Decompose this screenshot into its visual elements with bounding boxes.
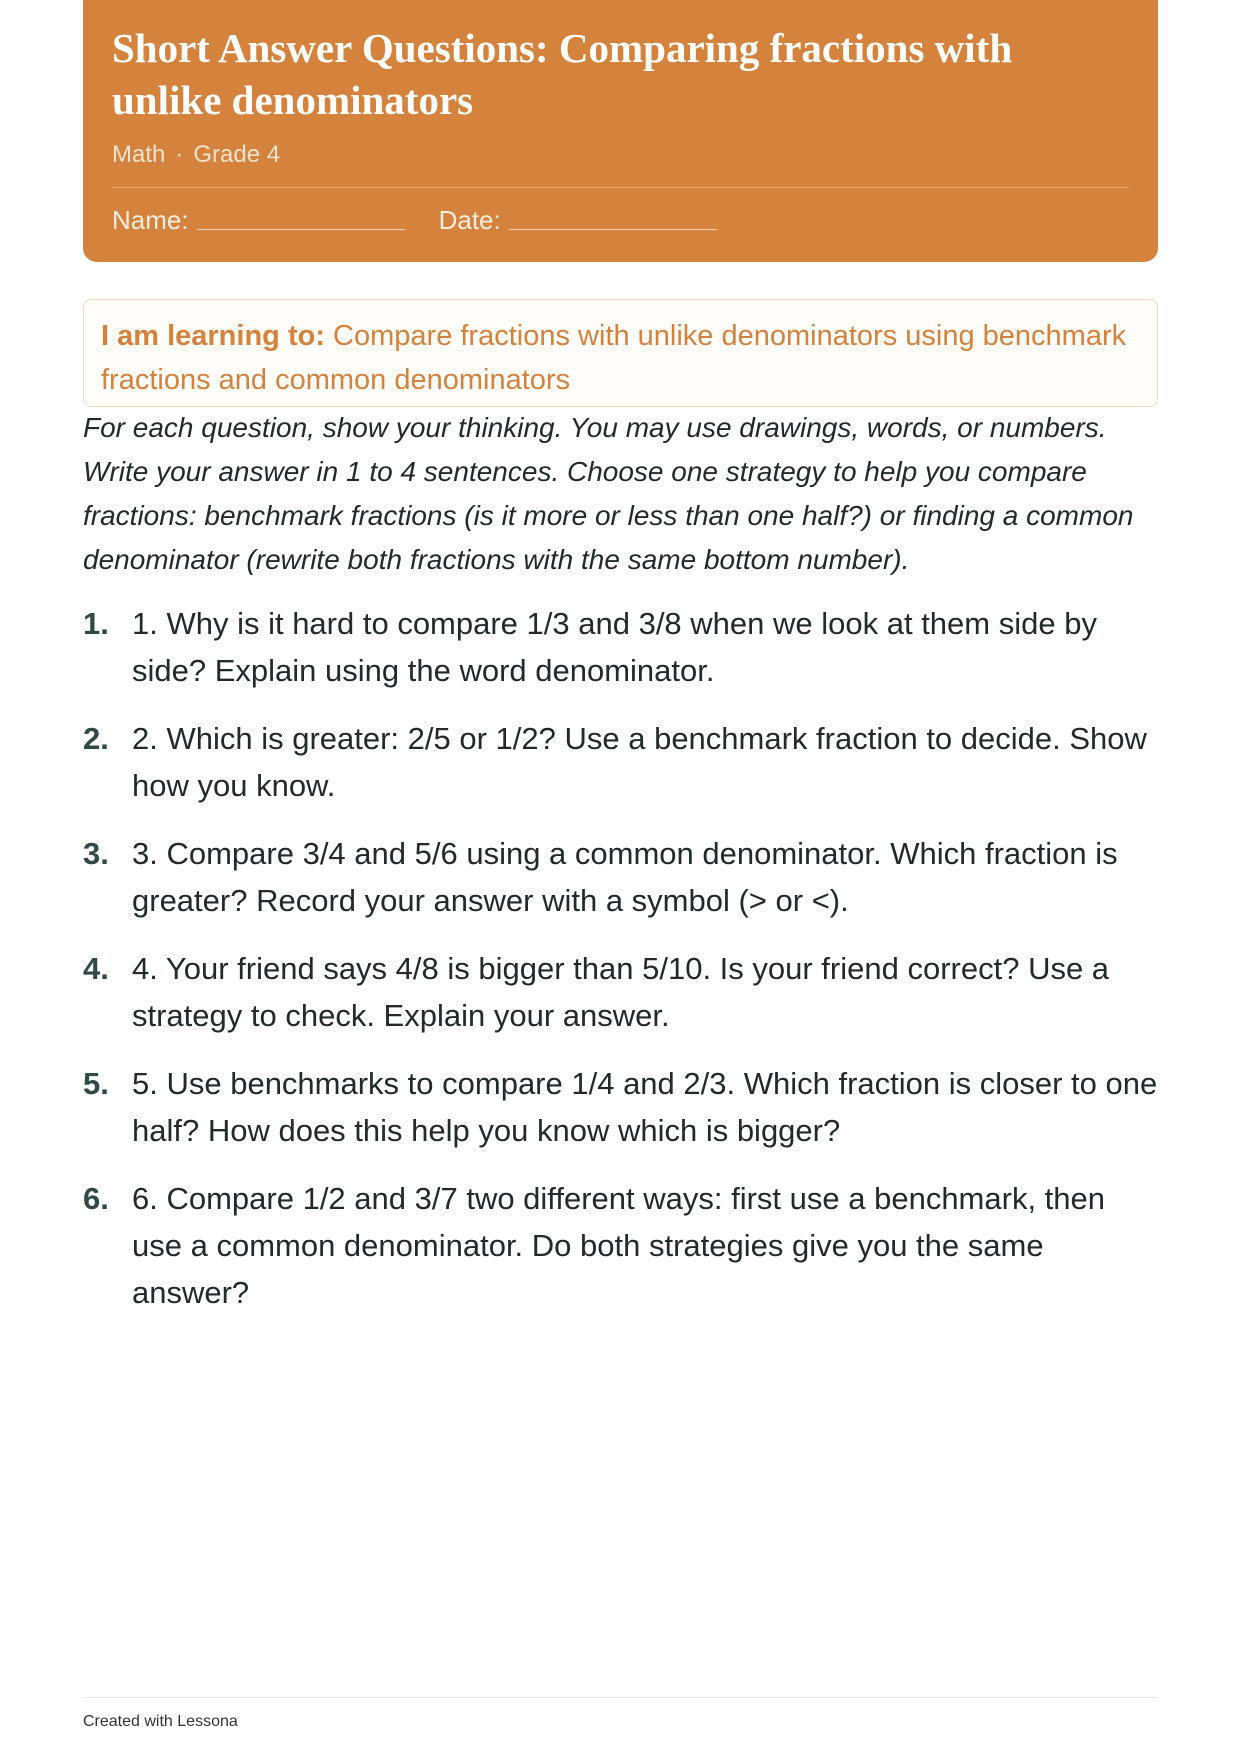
question-text: 5. Use benchmarks to compare 1/4 and 2/3. Which fraction is closer to one half? How does this help you know which is bigger?: [132, 1066, 1158, 1148]
worksheet-meta: [112, 140, 1129, 170]
question-number: 3.: [83, 836, 109, 871]
name-label: Name:: [112, 205, 189, 235]
student-fields: [112, 203, 717, 237]
worksheet-header: [83, 0, 1158, 262]
question-text: 1. Why is it hard to compare 1/3 and 3/8 when we look at them side by side? Explain using the word denominator.: [132, 606, 1097, 688]
name-line[interactable]: [197, 229, 405, 230]
question-item: [83, 1060, 1163, 1154]
name-field: [112, 203, 405, 237]
footer-divider: [83, 1697, 1158, 1698]
question-item: [83, 600, 1163, 694]
question-number: 6.: [83, 1181, 109, 1216]
question-list: [83, 600, 1163, 1337]
question-number: 1.: [83, 606, 109, 641]
question-item: [83, 1175, 1163, 1316]
question-text: 4. Your friend says 4/8 is bigger than 5/10. Is your friend correct? Use a strategy to check. Explain your answer.: [132, 951, 1110, 1033]
header-divider: [112, 187, 1129, 188]
footer-credit: Created with Lessona: [83, 1713, 238, 1730]
question-text: 2. Which is greater: 2/5 or 1/2? Use a benchmark fraction to decide. Show how you know.: [132, 721, 1147, 803]
question-item: [83, 945, 1163, 1039]
question-item: [83, 715, 1163, 809]
subject-label: Math: [112, 141, 166, 168]
grade-label: Grade 4: [193, 141, 281, 168]
date-line[interactable]: [509, 229, 717, 230]
learning-objective-box: [83, 299, 1158, 407]
worksheet-title: Short Answer Questions: Comparing fractions with unlike denominators: [112, 25, 1013, 123]
date-field: [439, 203, 717, 237]
question-text: 6. Compare 1/2 and 3/7 two different ways: first use a benchmark, then use a common denominator. Do both strategies give you the same answer?: [132, 1181, 1106, 1310]
meta-separator: ·: [175, 141, 184, 168]
question-number: 5.: [83, 1066, 109, 1101]
question-text: 3. Compare 3/4 and 5/6 using a common denominator. Which fraction is greater? Record your answer with a symbol (> or <).: [132, 836, 1118, 918]
date-label: Date:: [438, 205, 501, 235]
objective-text: Compare fractions with unlike denominators using benchmark fractions and common denominators: [101, 320, 1127, 396]
question-item: [83, 830, 1163, 924]
question-number: 2.: [83, 721, 109, 756]
objective-lead: I am learning to:: [101, 320, 325, 352]
question-number: 4.: [83, 951, 109, 986]
instructions: For each question, show your thinking. You may use drawings, words, or numbers. Write your answer in 1 to 4 sentences. Choose one strategy to help you compare fractions: benchmark fractions (is it more or less than one half?) or finding a common denominator (rewrite both fractions with the same bottom number).: [83, 412, 1134, 575]
